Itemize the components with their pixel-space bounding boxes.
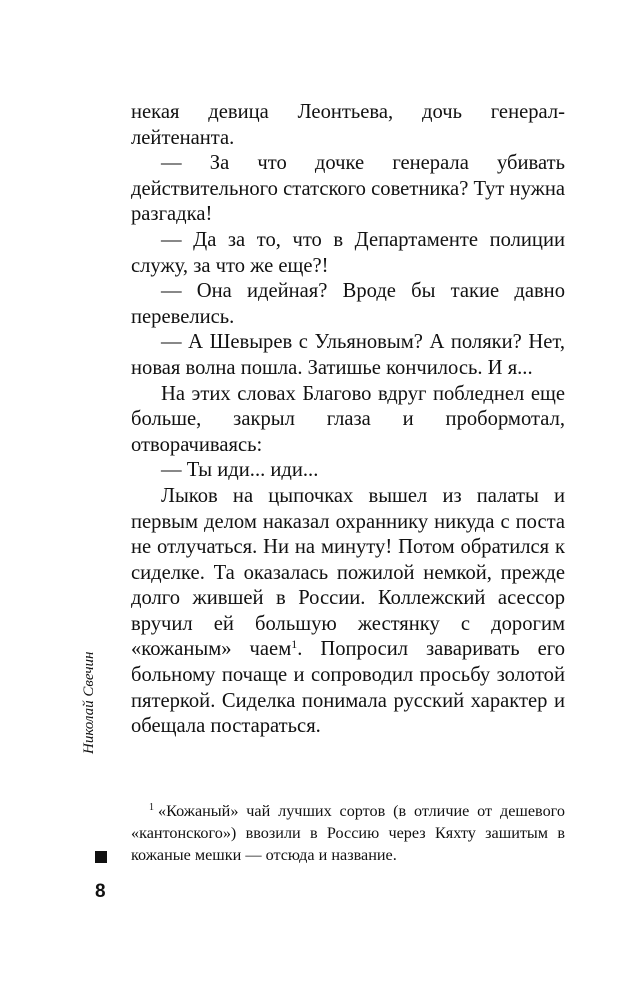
paragraph: — Да за то, что в Департаменте полиции служу, за что же еще?! (131, 228, 565, 277)
paragraph (131, 484, 565, 740)
paragraph: некая девица Леонтьева, дочь генерал-лейтенанта. (131, 101, 565, 149)
author-running-head: Николай Свечин (81, 651, 97, 754)
paragraph: — А Шевырев с Ульяновым? А поляки? Нет, новая волна пошла. Затишье кончилось. И я... (131, 331, 565, 379)
paragraph-part: Лыков на цыпочках вышел из палаты и первым делом наказал охраннику никуда с поста не отлучаться. Ни на минуту! Потом обратился к сиделке. Та оказалась пожилой немкой, прежде долго жившей в России. Коллежский асессор вручил ей большую жестянку с дорогим «кожаным» чаем (131, 484, 565, 661)
main-text (131, 100, 565, 740)
footnote-marker: 1 (149, 802, 154, 813)
footnote-text: «Кожаный» чай лучших сортов (в отличие от дешевого «кантонского») ввозили в Россию через Кяхту зашитым в кожаные мешки — отсюда и название. (131, 802, 565, 864)
section-marker-square (95, 851, 107, 863)
paragraph: — За что дочке генерала убивать действительного статского советника? Тут нужна разгадка! (131, 152, 565, 226)
paragraph: — Она идейная? Вроде бы такие давно перевелись. (131, 280, 565, 328)
footnote (131, 800, 565, 866)
paragraph-part: . Попросил заваривать его больному почаще и сопроводил просьбу золотой пятеркой. Сиделка понимала русский характер и обещала постараться. (131, 638, 565, 738)
paragraph: — Ты иди... иди... (161, 459, 319, 482)
paragraph: На этих словах Благово вдруг побледнел еще больше, закрыл глаза и пробормотал, отворачиваясь: (131, 382, 565, 456)
footnote-paragraph (131, 800, 565, 866)
page-number: 8 (95, 881, 106, 902)
footnote-reference[interactable]: 1 (291, 637, 298, 652)
